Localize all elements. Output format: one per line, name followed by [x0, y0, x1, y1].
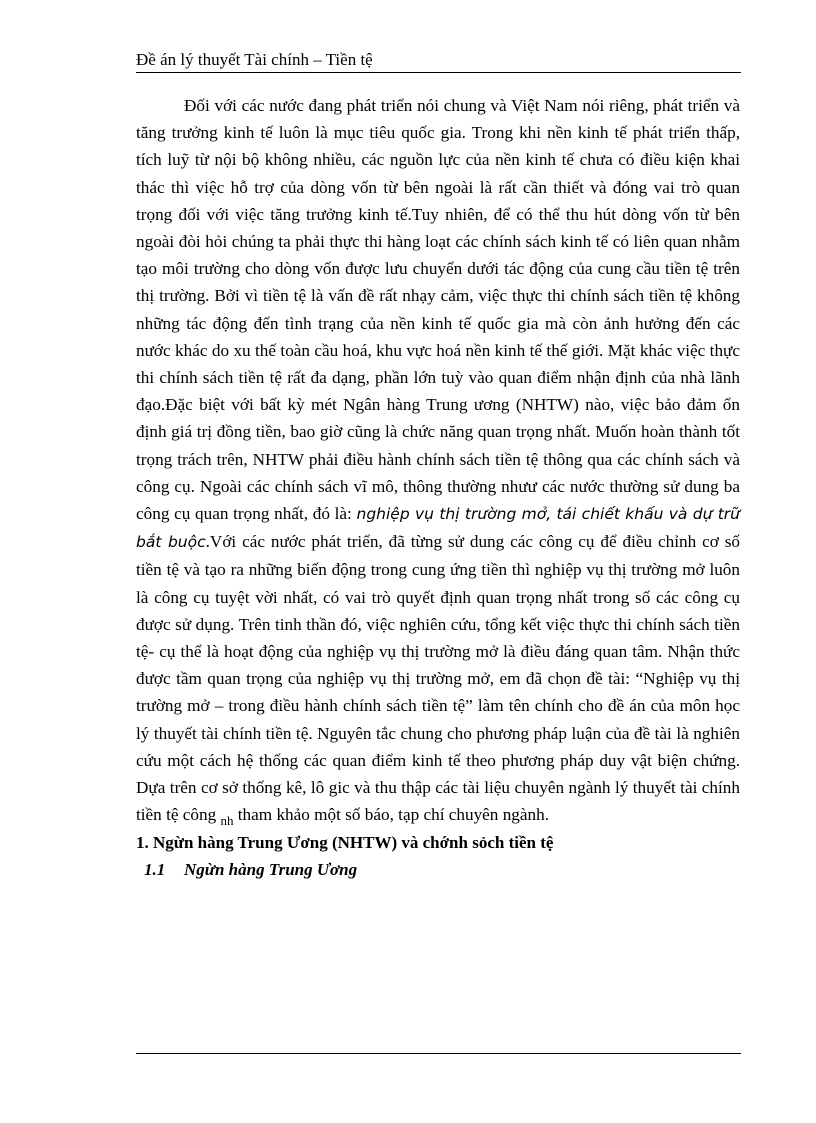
paragraph-italic-tools: nghiệp vụ thị trường mở, tái chiết khấu và dự trữ bắt buộc — [136, 505, 741, 552]
body-paragraph — [136, 92, 740, 829]
subsection-number: 1.1 — [144, 860, 166, 880]
page-header — [136, 50, 741, 73]
subsection-title: Ngừn hàng Trung Ương — [184, 860, 358, 880]
footer-rule — [136, 1053, 741, 1054]
paragraph-subscript-fragment: nh — [220, 813, 234, 829]
document-body — [136, 92, 740, 884]
paragraph-text-start: Đối với các nước đang phát triển nói chung và Việt Nam nói riêng, phát triển và tăng trưởng kinh tế luôn là mục tiêu quốc gia. Trong khi nền kinh tế phát triển thấp, tích luỹ từ nội bộ không nhiều, các nguồn lực của nền kinh tế chưa có điều kiện khai thác thì việc hỗ trợ của dòng vốn từ bên ngoài là rất cần thiết và đóng vai trò quan trọng đối với việc tăng trưởng kinh tế.Tuy nhiên, để có thể thu hút dòng vốn từ bên ngoài đòi hỏi chúng ta phải thực thi hàng loạt các chính sách kinh tế có liên quan nhằm tạo môi trường cho dòng vốn được lưu chuyển dưới tác động của cung cầu tiền tệ trên thị trường. Bởi vì tiền tệ là vấn đề rất nhạy cảm, việc thực thi chính sách tiền tệ không những tác động đến tình trạng của nền kinh tế quốc gia mà còn ảnh hưởng đến các nước khác do xu thế toàn cầu hoá, khu vực hoá nền kinh tế thế giới. Mặt khác việc thực thi chính sách tiền tệ rất đa dạng, phần lớn tuỳ vào quan điểm nhận định của nhà lãnh đạo.Đặc biệt với bất kỳ mét Ngân hàng Trung ương (NHTW) nào, việc bảo đảm ổn định giá trị đồng tiền, bao giờ cũng là chức năng quan trọng nhất. Muốn hoàn thành tốt trọng trách trên, NHTW phải điều hành chính sách tiền tệ thông qua các chính sách và công cụ. Ngoài các chính sách vĩ mô, thông thường nhưư các nước thường sử dung ba công cụ quan trọng nhất, đó là: — [136, 96, 740, 524]
section-heading: 1. Ngừn hàng Trung Ương (NHTW) và chớnh sỏch tiền tệ — [136, 833, 554, 853]
paragraph-text-end: tham khảo một số báo, tạp chí chuyên ngành. — [233, 805, 549, 825]
header-title: Đề án lý thuyết Tài chính – Tiền tệ — [136, 50, 373, 69]
subsection-heading — [136, 856, 740, 884]
paragraph-text-middle: .Với các nước phát triển, đã từng sử dung các công cụ để điều chỉnh cơ số tiền tệ và tạo ra những biến động trong cung ứng tiền thì nghiệp vụ thị trường mở luôn là công cụ tuyệt vời nhất, có vai trò quyết định quan trọng nhất trong số các công cụ được sử dụng. Trên tinh thần đó, việc nghiên cứu, tổng kết việc thực thi chính sách tiền tệ- cụ thể là hoạt động của nghiệp vụ thị trường mở là điều đáng quan tâm. Nhận thức được tầm quan trọng của nghiệp vụ thị trường mở, em đã chọn đề tài: “Nghiệp vụ thị trường mở – trong điều hành chính sách tiền tệ” làm tên chính cho đề án của môn học lý thuyết tài chính tiền tệ. Nguyên tắc chung cho phương pháp luận của đề tài là nghiên cứu một cách hệ thống các quan điểm kinh tế theo phương pháp duy vật biện chứng. Dựa trên cơ sở thống kê, lô gic và thu thập các tài liệu chuyên ngành lý thuyết tài chính tiền tệ công — [136, 532, 740, 825]
